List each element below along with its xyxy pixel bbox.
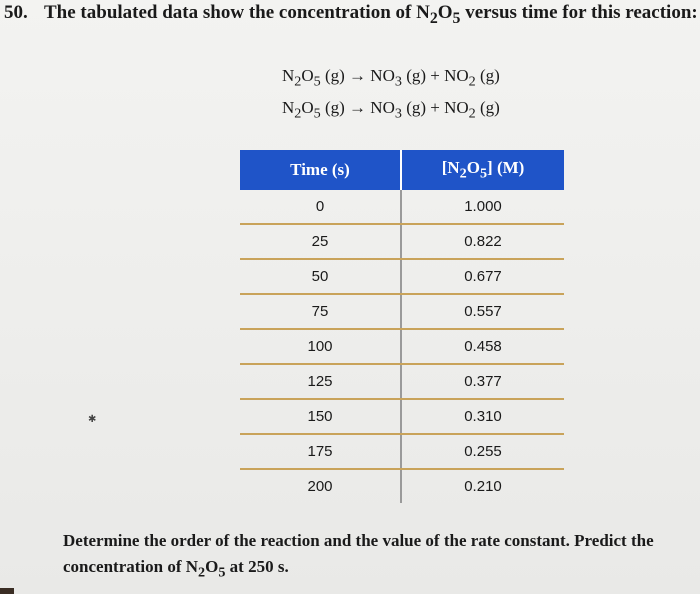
reaction-arrow: → [344, 98, 371, 117]
time-cell: 200 [240, 469, 401, 503]
concentration-cell: 0.310 [401, 399, 564, 434]
table-row [240, 469, 564, 503]
time-cell: 25 [240, 224, 401, 259]
time-cell: 100 [240, 329, 401, 364]
concentration-cell: 0.255 [401, 434, 564, 469]
time-cell: 150 [240, 399, 401, 434]
concentration-cell: 0.822 [401, 224, 564, 259]
table-row [240, 190, 564, 224]
time-cell: 125 [240, 364, 401, 399]
table-row [240, 224, 564, 259]
reaction-equation: $N_2O_5$ $(g) \to NO_3$ $(g) + NO_2$ (g) [282, 98, 500, 122]
concentration-cell: 0.677 [401, 259, 564, 294]
time-cell: 75 [240, 294, 401, 329]
table-row [240, 399, 564, 434]
table-row [240, 294, 564, 329]
concentration-cell: 0.458 [401, 329, 564, 364]
table-row [240, 364, 564, 399]
table-row [240, 259, 564, 294]
time-cell: 175 [240, 434, 401, 469]
question-number: 50. [4, 2, 28, 23]
table-row [240, 329, 564, 364]
question-prompt [63, 528, 683, 585]
prompt-line-2: concentration of $N_2O_5$ at 250 s. [63, 557, 289, 581]
time-cell: 0 [240, 190, 401, 224]
concentration-cell: 0.557 [401, 294, 564, 329]
concentration-cell: 1.000 [401, 190, 564, 224]
header-time: Time (s) [240, 150, 401, 190]
time-cell: 50 [240, 259, 401, 294]
header-concentration: $[N_2O_5]$ (M) [401, 150, 564, 190]
table-header-row [240, 150, 564, 190]
page-edge-shadow [0, 588, 14, 594]
reaction-equation: $N_2O_5$ $(g) \to NO_3$ $(g) + NO_2$ (g) [282, 66, 500, 90]
asterisk-mark-icon: ✱ [88, 414, 97, 425]
prompt-line-1: Determine the order of the reaction and the value of the rate constant. Predict the [63, 531, 654, 550]
table-row [240, 434, 564, 469]
concentration-cell: 0.210 [464, 478, 502, 495]
concentration-cell: 0.377 [401, 364, 564, 399]
question-text: The tabulated data show the concentration of $N_2O_5$ versus time for this reaction: [44, 2, 698, 27]
reaction-arrow: → [344, 66, 371, 85]
concentration-table [240, 150, 564, 503]
